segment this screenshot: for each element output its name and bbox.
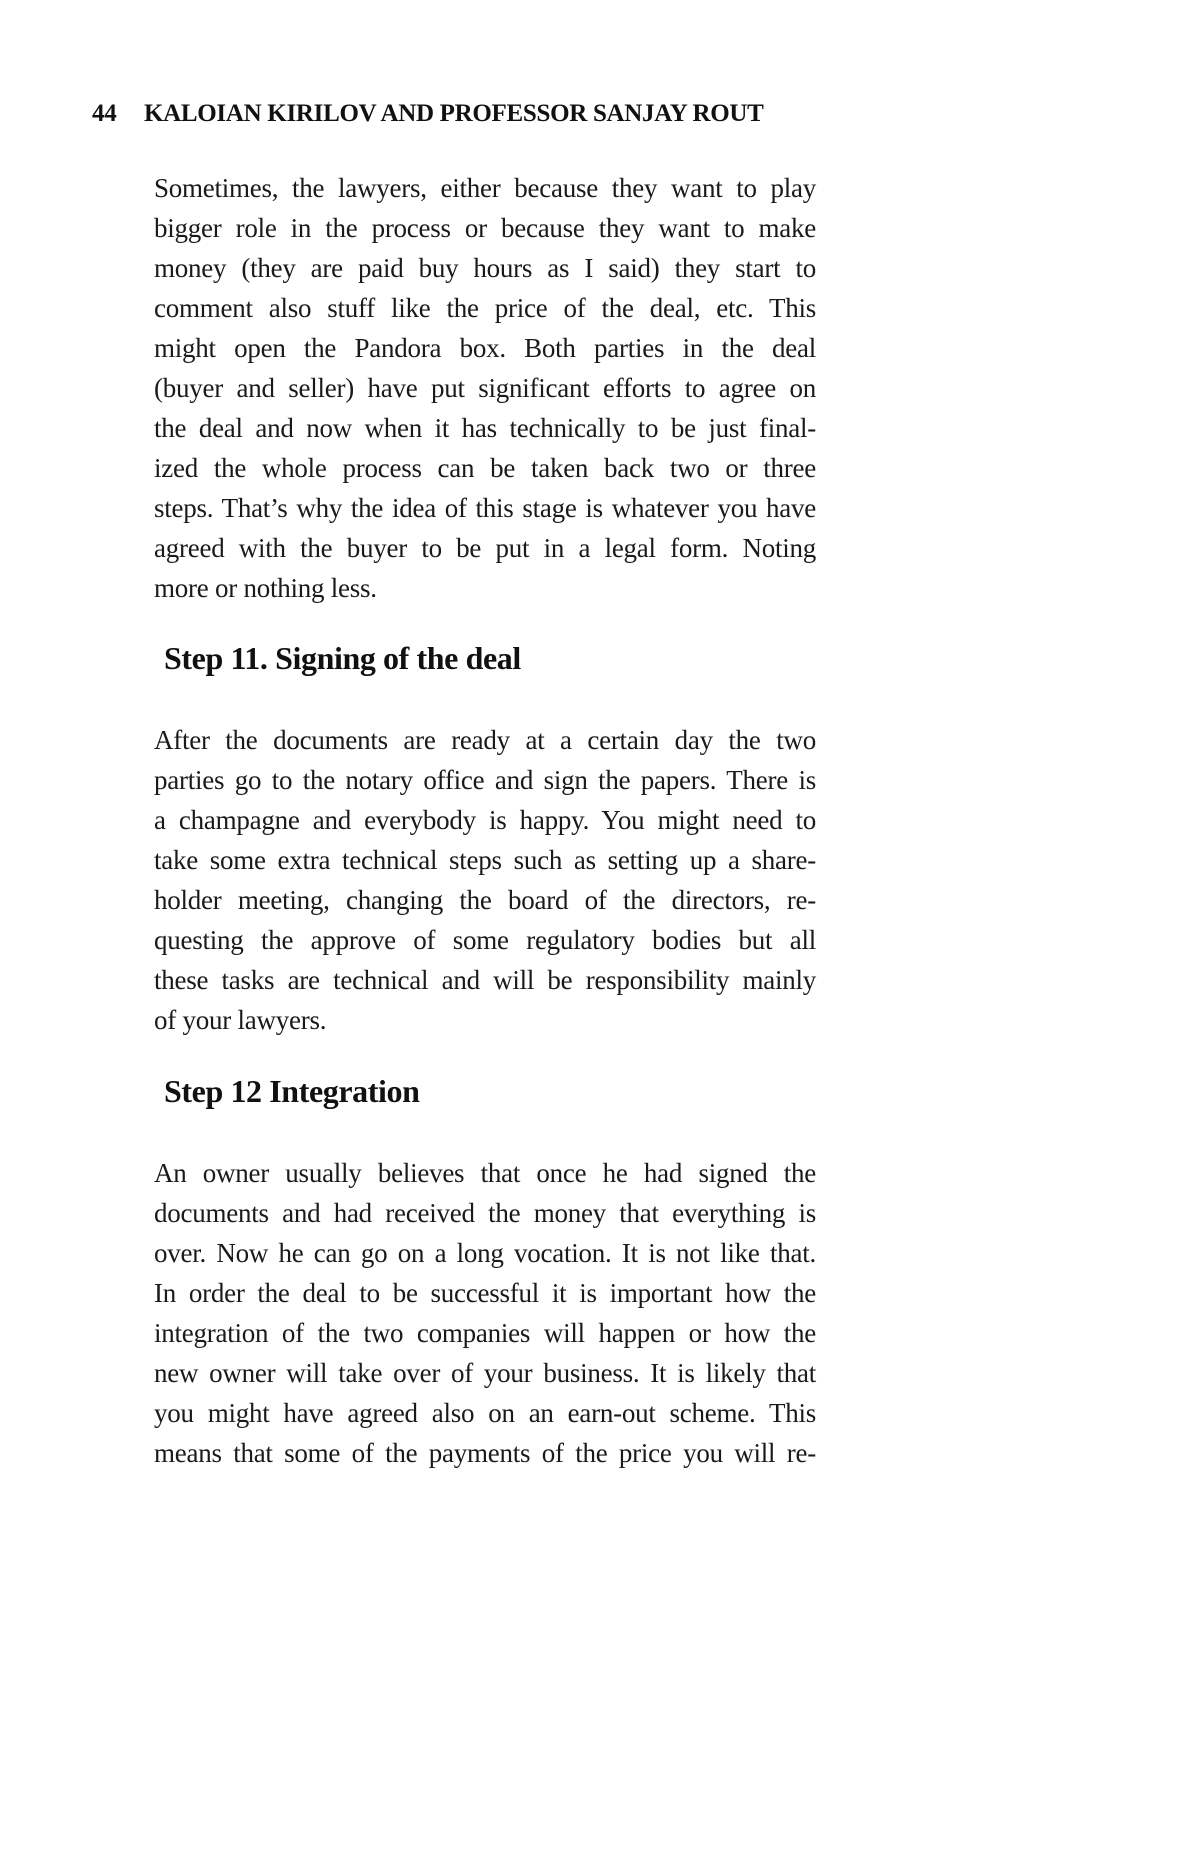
text-line: you might have agreed also on an earn-out scheme. This [154,1398,816,1428]
text-line: the deal and now when it has technically to be just final- [154,413,816,443]
text-line: comment also stuff like the price of the deal, etc. This [154,293,816,323]
text-line: An owner usually believes that once he had signed the [154,1158,816,1188]
section-heading-step-12: Step 12 Integration [164,1073,420,1109]
text-line: (buyer and seller) have put significant efforts to agree on [154,373,816,403]
text-line: more or nothing less. [154,573,377,603]
running-head [92,100,832,128]
text-line: documents and had received the money that everything is [154,1198,816,1228]
text-line: these tasks are technical and will be responsibility mainly [154,965,816,995]
text-line: take some extra technical steps such as setting up a share- [154,845,816,875]
text-line: a champagne and everybody is happy. You might need to [154,805,816,835]
section-heading-step-11: Step 11. Signing of the deal [164,640,521,676]
text-line: bigger role in the process or because they want to make [154,213,816,243]
text-line: parties go to the notary office and sign the papers. There is [154,765,816,795]
page-number: 44 [92,100,117,127]
body-paragraph [154,168,816,608]
text-line: might open the Pandora box. Both parties in the deal [154,333,816,363]
paragraph-lawyers [154,168,816,608]
text-line: agreed with the buyer to be put in a legal form. Noting [154,533,816,563]
text-line: of your lawyers. [154,1005,327,1035]
text-line: integration of the two companies will happen or how the [154,1318,816,1348]
paragraph-integration [154,1153,816,1473]
text-line: means that some of the payments of the price you will re- [154,1438,816,1468]
text-line: In order the deal to be successful it is important how the [154,1278,816,1308]
text-line: ized the whole process can be taken back two or three [154,453,816,483]
body-paragraph [154,1153,816,1473]
text-line: questing the approve of some regulatory bodies but all [154,925,816,955]
text-line: holder meeting, changing the board of the directors, re- [154,885,816,915]
paragraph-signing [154,720,816,1040]
running-head-title: KALOIAN KIRILOV AND PROFESSOR SANJAY ROUT [144,100,764,127]
text-line: over. Now he can go on a long vocation. It is not like that. [154,1238,816,1268]
text-line: new owner will take over of your business. It is likely that [154,1358,816,1388]
text-line: After the documents are ready at a certain day the two [154,725,816,755]
text-line: money (they are paid buy hours as I said) they start to [154,253,816,283]
text-line: Sometimes, the lawyers, either because they want to play [154,173,816,203]
body-paragraph [154,720,816,1040]
text-line: steps. That’s why the idea of this stage is whatever you have [154,493,816,523]
